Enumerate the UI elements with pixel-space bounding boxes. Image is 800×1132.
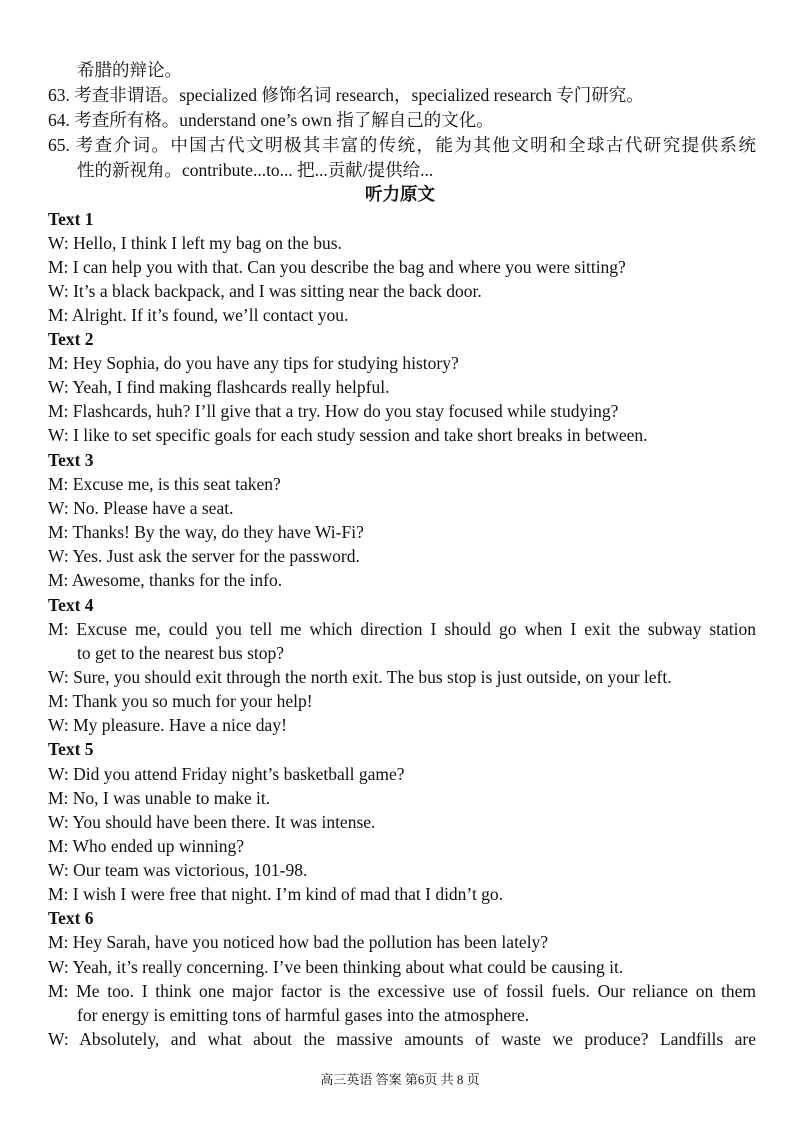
dialogue-line: M: Hey Sophia, do you have any tips for studying history? bbox=[48, 353, 459, 373]
dialogue-line: M: Thanks! By the way, do they have Wi-Fi? bbox=[48, 522, 364, 542]
dialogue-line: M: Awesome, thanks for the info. bbox=[48, 570, 283, 590]
text-6-label: Text 6 bbox=[48, 908, 94, 928]
text-3-label: Text 3 bbox=[48, 450, 94, 470]
note-65-line-2: 性的新视角。contribute...to... 把...贡献/提供给... bbox=[77, 160, 434, 180]
dialogue-line-continuation: to get to the nearest bus stop? bbox=[77, 643, 285, 663]
text-1-label: Text 1 bbox=[48, 209, 94, 229]
dialogue-line: W: Hello, I think I left my bag on the bus. bbox=[48, 233, 342, 253]
dialogue-line: M: Hey Sarah, have you noticed how bad the pollution has been lately? bbox=[48, 932, 549, 952]
dialogue-line: M: Who ended up winning? bbox=[48, 836, 245, 856]
dialogue-line: M: Excuse me, is this seat taken? bbox=[48, 474, 281, 494]
dialogue-line: W: It’s a black backpack, and I was sitting near the back door. bbox=[48, 281, 482, 301]
dialogue-line: W: You should have been there. It was intense. bbox=[48, 812, 376, 832]
dialogue-line-continuation: for energy is emitting tons of harmful gases into the atmosphere. bbox=[77, 1005, 530, 1025]
dialogue-line: W: Did you attend Friday night’s basketball game? bbox=[48, 764, 405, 784]
dialogue-line: M: No, I was unable to make it. bbox=[48, 788, 271, 808]
text-2-label: Text 2 bbox=[48, 329, 94, 349]
dialogue-line: M: Me too. I think one major factor is the excessive use of fossil fuels. Our reliance on them bbox=[48, 981, 756, 1001]
text-4-label: Text 4 bbox=[48, 595, 94, 615]
dialogue-line: W: No. Please have a seat. bbox=[48, 498, 234, 518]
section-title: 听力原文 bbox=[365, 184, 435, 204]
dialogue-line: M: Excuse me, could you tell me which direction I should go when I exit the subway station bbox=[48, 619, 756, 639]
note-63: 63. 考查非谓语。specialized 修饰名词 research，specialized research 专门研究。 bbox=[48, 85, 644, 105]
dialogue-line: W: Yeah, I find making flashcards really helpful. bbox=[48, 377, 390, 397]
note-64: 64. 考查所有格。understand one’s own 指了解自己的文化。 bbox=[48, 110, 494, 130]
dialogue-line: W: Yes. Just ask the server for the password. bbox=[48, 546, 360, 566]
dialogue-line: W: Absolutely, and what about the massive amounts of waste we produce? Landfills are bbox=[48, 1029, 756, 1049]
dialogue-line: W: I like to set specific goals for each study session and take short breaks in between. bbox=[48, 425, 648, 445]
dialogue-line: M: I can help you with that. Can you describe the bag and where you were sitting? bbox=[48, 257, 626, 277]
note-62-continuation: 希腊的辩论。 bbox=[77, 60, 182, 80]
text-5-label: Text 5 bbox=[48, 739, 94, 759]
dialogue-line: M: Alright. If it’s found, we’ll contact you. bbox=[48, 305, 349, 325]
dialogue-line: M: Flashcards, huh? I’ll give that a try. How do you stay focused while studying? bbox=[48, 401, 619, 421]
dialogue-line: W: Sure, you should exit through the north exit. The bus stop is just outside, on your left. bbox=[48, 667, 672, 687]
note-65-line-1: 65. 考查介词。中国古代文明极其丰富的传统，能为其他文明和全球古代研究提供系统 bbox=[48, 135, 756, 155]
dialogue-line: M: I wish I were free that night. I’m kind of mad that I didn’t go. bbox=[48, 884, 504, 904]
dialogue-line: W: Yeah, it’s really concerning. I’ve been thinking about what could be causing it. bbox=[48, 957, 624, 977]
dialogue-line: W: Our team was victorious, 101-98. bbox=[48, 860, 308, 880]
dialogue-line: W: My pleasure. Have a nice day! bbox=[48, 715, 287, 735]
dialogue-line: M: Thank you so much for your help! bbox=[48, 691, 313, 711]
page-footer: 高三英语 答案 第6页 共 8 页 bbox=[320, 1072, 480, 1087]
